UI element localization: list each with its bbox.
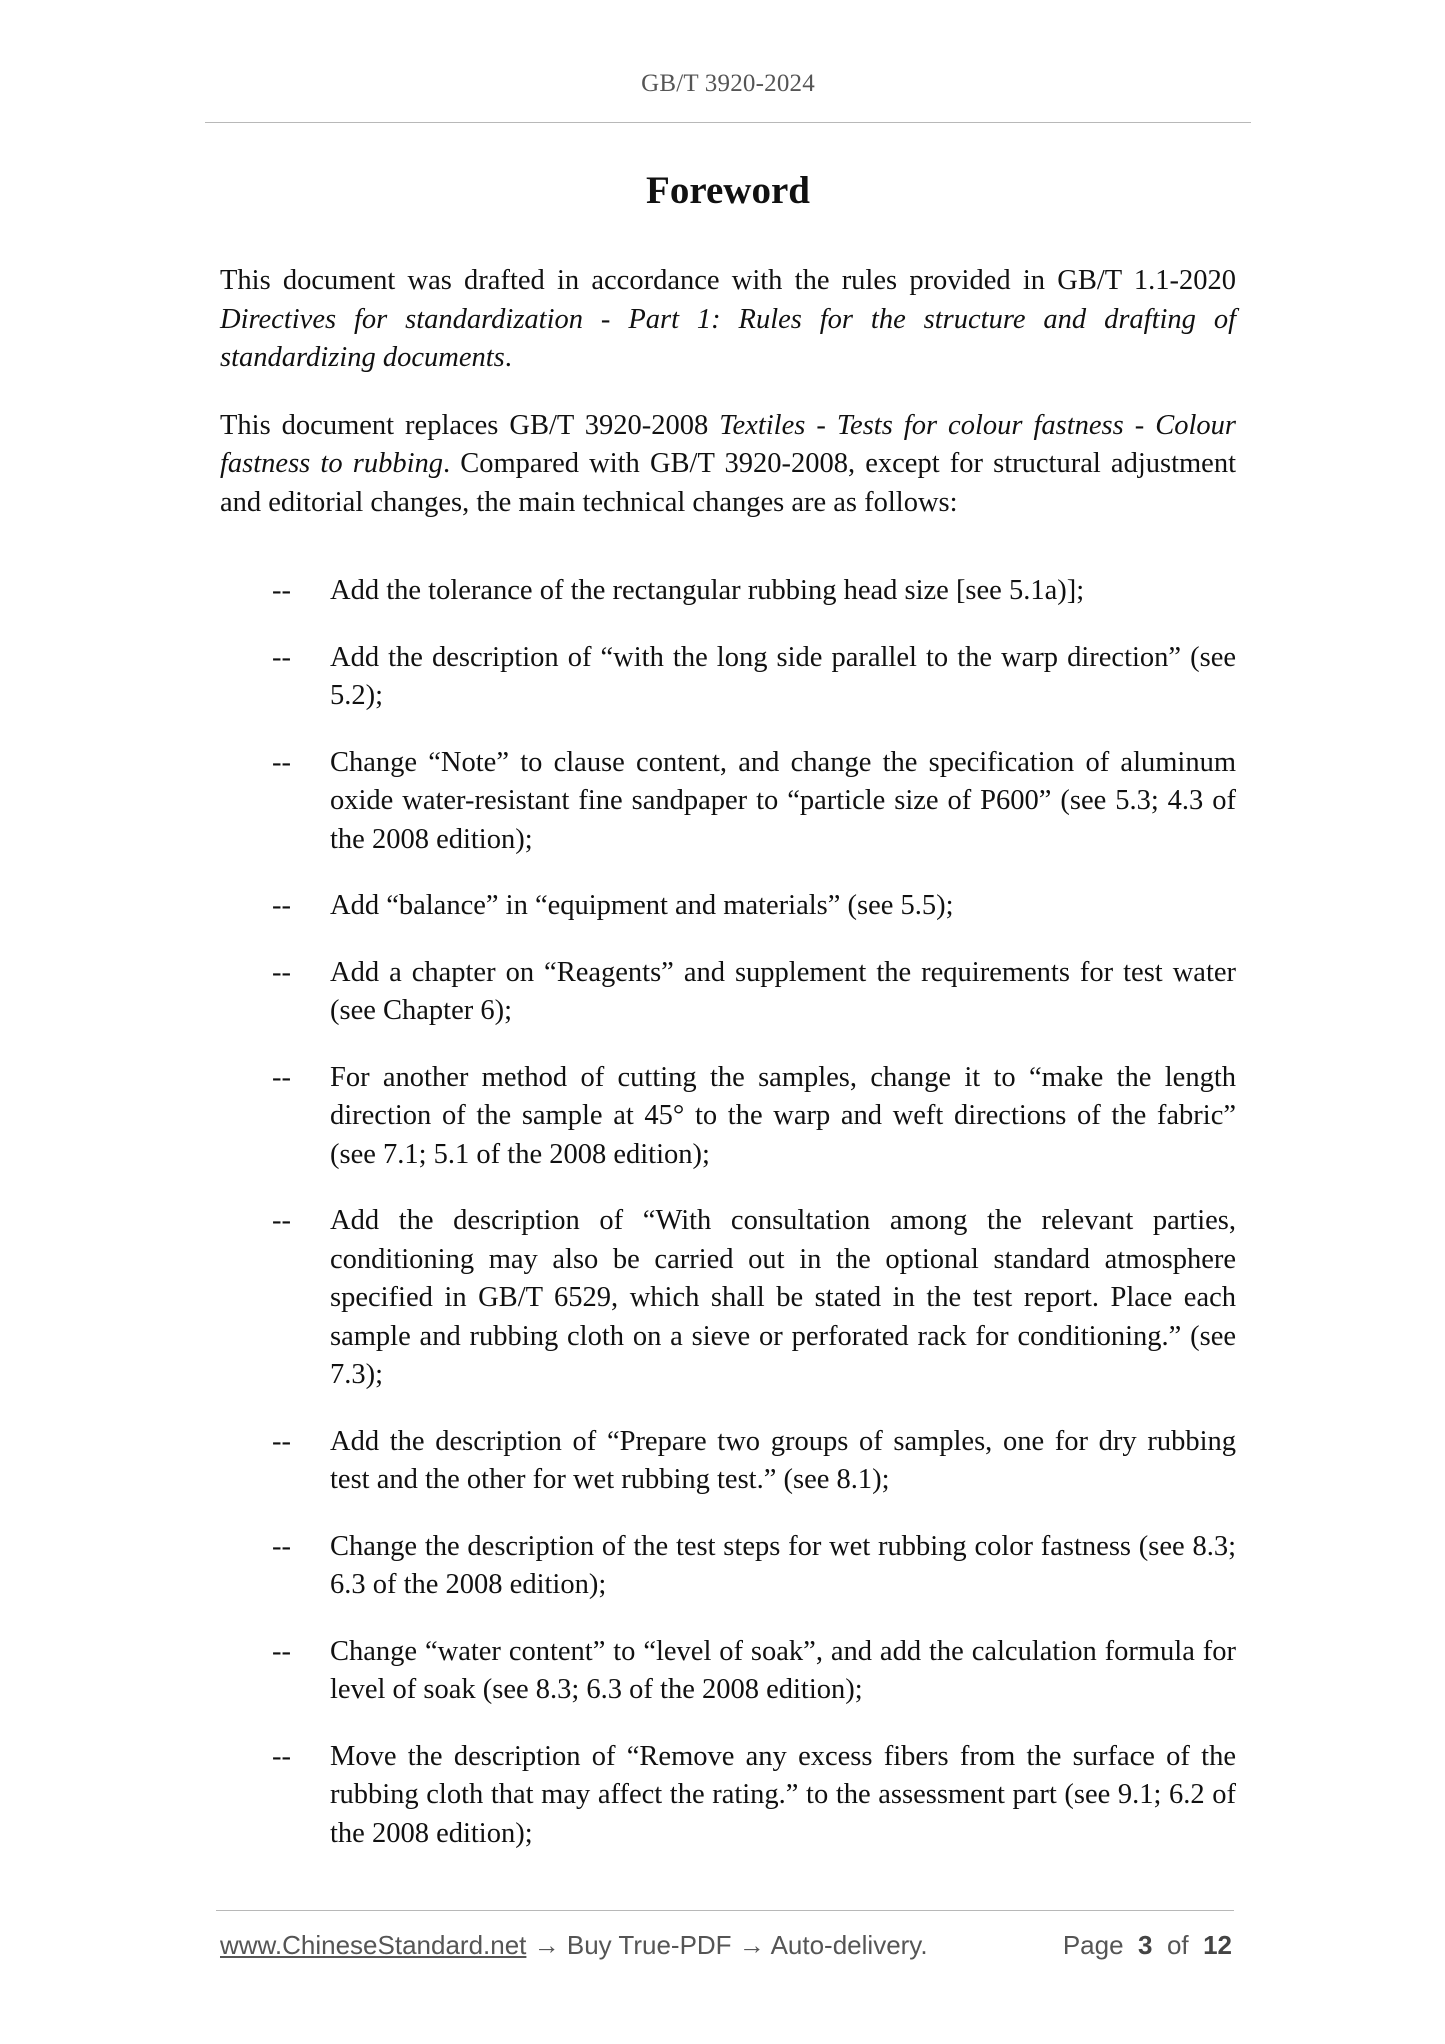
list-item-text: Add the description of “With consultation among the relevant parties, conditioning may also be carried out in the optional standard atmosphere specified in GB/T 6529, which shall be stated in the test report. Place each sample and rubbing cloth on a sieve or perforated rack for conditioning.” (see 7.3); bbox=[330, 1205, 1236, 1390]
list-item-text: Add “balance” in “equipment and materials” (see 5.5); bbox=[330, 890, 954, 921]
list-bullet: -- bbox=[272, 746, 291, 778]
intro-p2-italic-title: Textiles - Tests for colour fastness - Colour fastness to rubbing bbox=[220, 409, 1236, 479]
list-item-text: Change “Note” to clause content, and change the specification of aluminum oxide water-resistant fine sandpaper to “particle size of P600” (see 5.3; 4.3 of the 2008 edition); bbox=[330, 746, 1236, 855]
list-item bbox=[220, 1423, 1236, 1500]
list-item bbox=[220, 572, 1236, 611]
intro-paragraph-1 bbox=[220, 262, 1236, 378]
website-link[interactable]: www.ChineseStandard.net bbox=[220, 1930, 527, 1960]
page-label: Page bbox=[1062, 1930, 1124, 1960]
page-indicator bbox=[1063, 1930, 1232, 1961]
list-bullet: -- bbox=[272, 890, 291, 921]
technical-changes-list bbox=[220, 572, 1236, 1853]
footer-promo bbox=[220, 1930, 928, 1961]
intro-p2-text: This document replaces GB/T 3920-2008 bbox=[220, 409, 720, 441]
list-item-text: Add the tolerance of the rectangular rubbing head size [see 5.1a)]; bbox=[330, 575, 1085, 606]
intro-p2-text-tail: . Compared with GB/T 3920-2008, except for structural adjustment and editorial changes, the main technical changes are as follows: bbox=[220, 448, 1236, 518]
list-bullet: -- bbox=[272, 1061, 291, 1093]
list-item bbox=[220, 1059, 1236, 1175]
list-item-text: Change the description of the test steps for wet rubbing color fastness (see 8.3; 6.3 of the 2008 edition); bbox=[330, 1530, 1236, 1600]
page-title: Foreword bbox=[646, 169, 810, 212]
list-item bbox=[220, 887, 1236, 926]
list-item bbox=[220, 1202, 1236, 1395]
list-item bbox=[220, 1738, 1236, 1854]
list-item bbox=[220, 744, 1236, 860]
list-bullet: -- bbox=[272, 1205, 291, 1236]
footer-promo-text: → Buy True-PDF → Auto-delivery. bbox=[526, 1930, 928, 1960]
list-item-text: Move the description of “Remove any excess fibers from the surface of the rubbing cloth that may affect the rating.” to the assessment part (see 9.1; 6.2 of the 2008 edition); bbox=[330, 1740, 1236, 1849]
list-item bbox=[220, 1633, 1236, 1710]
list-bullet: -- bbox=[272, 1425, 291, 1457]
list-item-text: Add the description of “Prepare two groups of samples, one for dry rubbing test and the other for wet rubbing test.” (see 8.1); bbox=[330, 1425, 1236, 1495]
document-body bbox=[220, 262, 1236, 1881]
list-item bbox=[220, 954, 1236, 1031]
intro-p1-end: . bbox=[504, 342, 512, 373]
list-bullet: -- bbox=[272, 575, 291, 606]
page-current: 3 bbox=[1138, 1930, 1153, 1960]
list-bullet: -- bbox=[272, 1635, 291, 1667]
intro-p1-text: This document was drafted in accordance with the rules provided in GB/T 1.1-2020 bbox=[220, 265, 1236, 296]
list-item-text: Add a chapter on “Reagents” and supplement the requirements for test water (see Chapter 6); bbox=[330, 956, 1236, 1026]
intro-paragraph-2 bbox=[220, 407, 1236, 523]
list-bullet: -- bbox=[272, 641, 291, 673]
running-header: GB/T 3920-2024 bbox=[641, 70, 815, 97]
intro-p1-italic-title: Directives for standardization - Part 1: Rules for the structure and drafting of standardizing documents bbox=[220, 303, 1236, 373]
list-item-text: Change “water content” to “level of soak”, and add the calculation formula for level of soak (see 8.3; 6.3 of the 2008 edition); bbox=[330, 1635, 1236, 1705]
page-total: 12 bbox=[1203, 1930, 1232, 1960]
list-item bbox=[220, 639, 1236, 716]
footer-divider bbox=[216, 1910, 1234, 1911]
list-bullet: -- bbox=[272, 956, 291, 988]
list-bullet: -- bbox=[272, 1740, 291, 1772]
list-bullet: -- bbox=[272, 1530, 291, 1562]
list-item bbox=[220, 1528, 1236, 1605]
list-item-text: Add the description of “with the long side parallel to the warp direction” (see 5.2); bbox=[330, 641, 1236, 711]
list-item-text: For another method of cutting the samples, change it to “make the length direction of the sample at 45° to the warp and weft directions of the fabric” (see 7.1; 5.1 of the 2008 edition); bbox=[330, 1061, 1236, 1170]
page-of-label: of bbox=[1166, 1930, 1189, 1960]
header-divider bbox=[205, 122, 1251, 123]
